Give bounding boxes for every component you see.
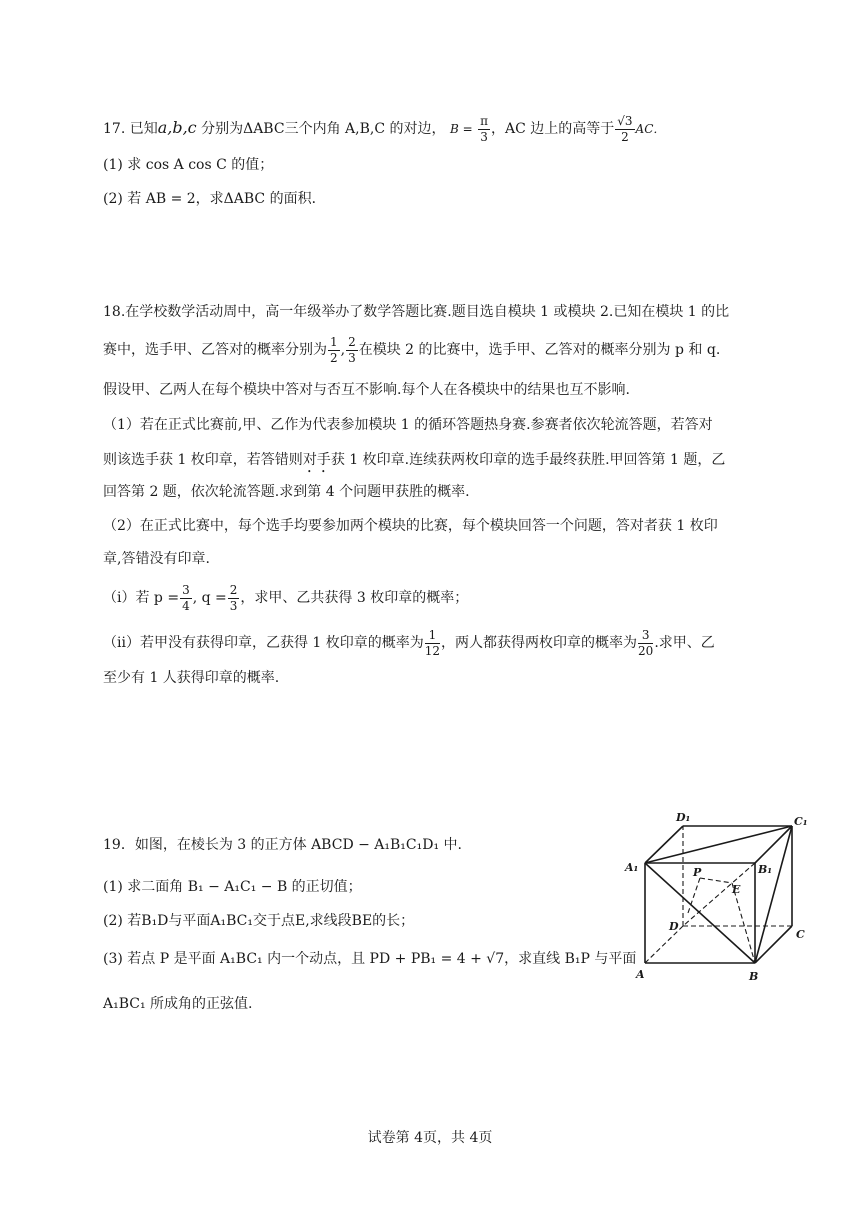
- q18-f1n: 1: [330, 335, 338, 349]
- label-A: A: [636, 968, 645, 981]
- q18-i-pd: 4: [182, 598, 190, 613]
- edge-B-C1: [755, 826, 792, 963]
- q18-line5-b: 获 1 枚印章.连续获两枚印章的选手最终获胜.甲回答第 1 题，乙: [330, 452, 726, 468]
- q17-pi: π: [480, 114, 488, 128]
- q18-line5: [103, 452, 725, 476]
- q18-f2n: 2: [348, 335, 356, 349]
- q18-part-i: [103, 584, 468, 612]
- label-D1: D₁: [676, 811, 691, 824]
- q19-part3: (3) 若点 P 是平面 A₁BC₁ 内一个动点，且 PD + PB₁ = 4 + √7，求直线 B₁P 与平面: [103, 951, 637, 967]
- q18-emphasis-opponent: 对手: [302, 452, 331, 468]
- q18-line7: （2）在正式比赛中，每个选手均要参加两个模块的比赛，每个模块回答一个问题，答对者获 1 枚印: [103, 518, 718, 534]
- q18-line2-b: 在模块 2 的比赛中，选手甲、乙答对的概率分别为 p 和 q.: [358, 342, 721, 359]
- q19-part1: (1) 求二面角 B₁ − A₁C₁ − B 的正切值；: [103, 879, 362, 895]
- label-D: D: [669, 920, 679, 933]
- q18-f2d: 3: [348, 350, 356, 365]
- q17-sqrt3: √3: [617, 114, 633, 128]
- q18-i-p-frac: [180, 584, 192, 612]
- q17-stem-b: 分别为ΔABC三个内角 A,B,C 的对边，: [196, 121, 446, 138]
- q17-stem-c: ，AC 边上的高等于: [490, 121, 615, 138]
- q17-part2: (2) 若 AB = 2，求ΔABC 的面积．: [103, 191, 326, 207]
- q18-last-line: 至少有 1 人获得印章的概率.: [103, 670, 280, 686]
- q18-frac-1-2: [328, 336, 340, 364]
- q18-ii-f1n: 1: [425, 629, 440, 644]
- q17-part1: (1) 求 cos A cos C 的值；: [103, 157, 274, 173]
- q17-two: 2: [621, 129, 629, 144]
- q18-line2: [103, 336, 720, 364]
- q19-part3-cont: A₁BC₁ 所成角的正弦值.: [103, 996, 253, 1012]
- q18-ii-frac-1-12: [425, 629, 440, 657]
- q18-ii-c: .求甲、乙: [654, 635, 715, 652]
- q18-part-ii: [103, 629, 715, 657]
- q17-pi-over-3: [478, 115, 490, 143]
- q18-line6: 回答第 2 题，依次轮流答题.求到第 4 个问题甲获胜的概率.: [103, 484, 470, 500]
- page-footer: 试卷第 4页，共 4页: [367, 1130, 493, 1146]
- label-C1: C₁: [794, 815, 808, 828]
- q17-sqrt3-over-2: [615, 115, 634, 143]
- hidden-line-P-E: [700, 878, 732, 883]
- label-A1: A₁: [625, 861, 639, 874]
- q18-line4: （1）若在正式比赛前,甲、乙作为代表参加模块 1 的循环答题热身赛.参赛者依次轮流答题，若答对: [103, 417, 713, 433]
- cube-figure: [620, 808, 820, 988]
- label-B: B: [749, 970, 759, 983]
- q18-ii-a: （ii）若甲没有获得印章，乙获得 1 枚印章的概率为: [103, 635, 424, 652]
- q18-line8: 章,答错没有印章.: [103, 551, 210, 567]
- q17-b-eq: B =: [449, 122, 473, 137]
- label-C: C: [796, 928, 805, 941]
- q18-comma: ,: [340, 342, 346, 359]
- q18-ii-f2d: 20: [638, 643, 654, 658]
- q17-stem-a: 17. 已知: [103, 121, 158, 138]
- label-E: E: [732, 883, 741, 896]
- q18-line1: 18.在学校数学活动周中，高一年级举办了数学答题比赛.题目选自模块 1 或模块 2.已知在模块 1 的比: [103, 304, 730, 320]
- q19-part2: (2) 若B₁D与平面A₁BC₁交于点E,求线段BE的长；: [103, 913, 415, 929]
- q18-i-c: ，求甲、乙共获得 3 枚印章的概率；: [240, 590, 469, 607]
- q18-f1d: 2: [330, 350, 338, 365]
- q18-line5-a: 则该选手获 1 枚印章，若答错则: [103, 452, 303, 468]
- q18-i-b: , q =: [192, 590, 227, 607]
- q18-ii-f2n: 3: [638, 629, 653, 644]
- q18-frac-2-3: [346, 336, 358, 364]
- q17-stem-d: AC．: [635, 122, 666, 137]
- q18-i-qn: 2: [229, 583, 238, 597]
- q18-line3: 假设甲、乙两人在每个模块中答对与否互不影响.每个人在各模块中的结果也互不影响.: [103, 382, 630, 398]
- label-B1: B₁: [758, 863, 773, 876]
- q18-ii-frac-3-20: [638, 629, 653, 657]
- q18-i-pn: 3: [182, 583, 190, 597]
- q19-line1: 19．如图，在棱长为 3 的正方体 ABCD − A₁B₁C₁D₁ 中.: [103, 837, 462, 853]
- q17-vars: a,b,c: [157, 118, 197, 138]
- label-P: P: [693, 866, 702, 879]
- q18-ii-b: ，两人都获得两枚印章的概率为: [441, 635, 638, 652]
- edge-A1-C1: [645, 826, 792, 863]
- q18-i-qd: 3: [229, 598, 238, 613]
- q18-ii-f1d: 12: [424, 643, 441, 658]
- q18-i-a: （i）若 p =: [103, 590, 180, 607]
- q17-three: 3: [480, 129, 488, 144]
- q18-i-q-frac: [228, 584, 240, 612]
- q17-stem: [103, 115, 665, 143]
- q18-line2-a: 赛中，选手甲、乙答对的概率分别为: [103, 342, 327, 359]
